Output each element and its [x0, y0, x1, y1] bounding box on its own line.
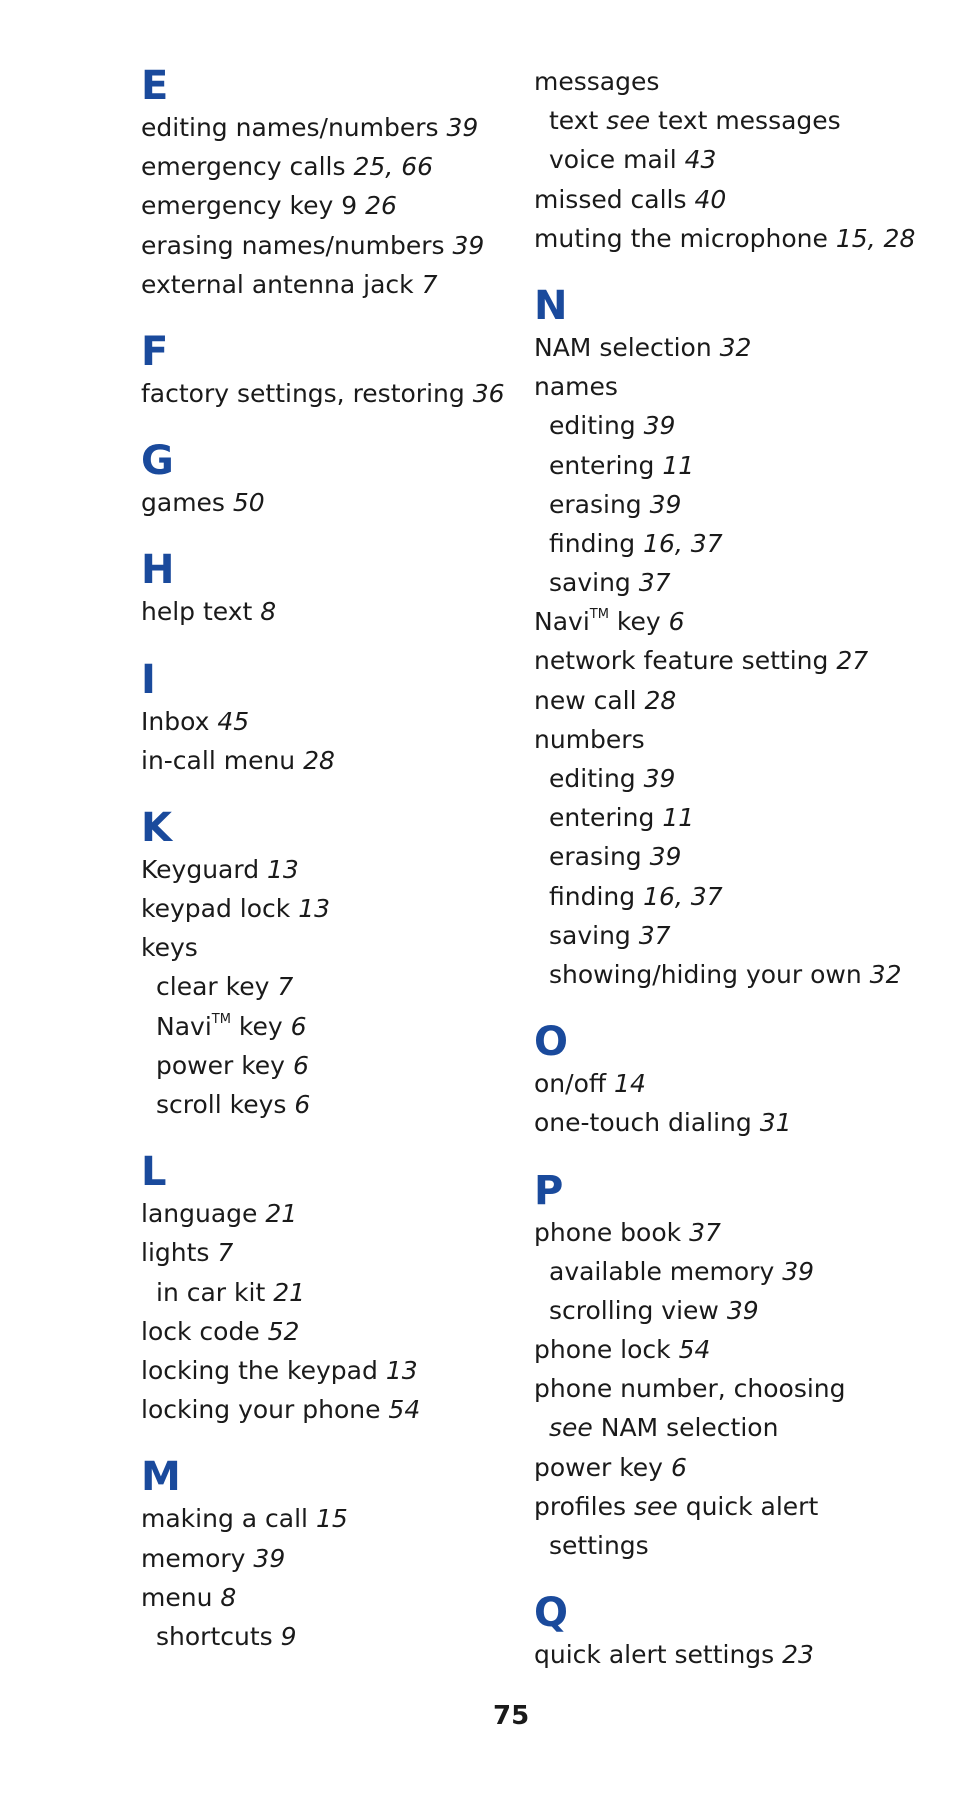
page-reference: 39 — [649, 489, 682, 519]
entry-term: phone number, choosing — [534, 1374, 846, 1404]
entry-term-continued: key — [230, 1011, 283, 1041]
index-entry — [534, 1330, 934, 1369]
entry-term: lock code — [141, 1316, 260, 1346]
page-reference: 54 — [678, 1335, 711, 1365]
index-entry — [141, 741, 521, 780]
page-reference: 36 — [472, 378, 505, 408]
entry-term: locking the keypad — [141, 1355, 378, 1385]
index-entry — [534, 720, 934, 759]
trademark-mark: TM — [211, 1011, 231, 1027]
index-entry — [534, 1213, 934, 1252]
index-group-continued — [534, 62, 934, 258]
index-entry — [141, 108, 521, 147]
index-entry — [534, 1487, 934, 1526]
entry-term: names — [534, 372, 618, 402]
entry-term: new call — [534, 685, 637, 715]
entry-term: scrolling view — [549, 1295, 719, 1325]
section-letter: Q — [534, 1590, 569, 1637]
index-entry — [141, 483, 521, 522]
entry-term: factory settings, restoring — [141, 378, 465, 408]
page-reference: 32 — [869, 959, 902, 989]
entry-term: finding — [549, 528, 636, 558]
page-reference: 6 — [668, 607, 685, 637]
entry-term: emergency calls — [141, 152, 346, 182]
page-reference: 32 — [719, 332, 752, 362]
index-subentry — [141, 1046, 521, 1085]
entry-term: Navi — [156, 1011, 212, 1041]
index-group-k — [141, 804, 521, 1124]
entry-term: voice mail — [549, 145, 677, 175]
page-reference: 21 — [265, 1199, 298, 1229]
index-subentry — [534, 446, 934, 485]
entry-term-continued: text messages — [650, 106, 841, 136]
index-entry — [141, 702, 521, 741]
index-group-n — [534, 282, 934, 994]
entry-term: Navi — [534, 607, 590, 637]
entry-term: finding — [549, 881, 636, 911]
index-group-f — [141, 328, 521, 413]
page-reference: 6 — [292, 1050, 309, 1080]
index-subentry — [534, 101, 934, 140]
entry-term: editing names/numbers — [141, 113, 439, 142]
index-entry — [141, 928, 521, 967]
trademark-mark: TM — [589, 607, 609, 623]
page-reference: 39 — [726, 1295, 759, 1325]
page-reference: 39 — [446, 113, 479, 142]
section-letter: H — [141, 547, 175, 594]
index-entry — [141, 889, 521, 928]
index-subentry — [534, 406, 934, 445]
index-subentry — [141, 1007, 521, 1046]
page-reference: 26 — [365, 191, 397, 221]
entry-term: menu — [141, 1582, 213, 1612]
index-entry — [534, 681, 934, 720]
entry-term: saving — [549, 568, 631, 598]
page-reference: 6 — [670, 1452, 687, 1482]
index-entry — [141, 592, 521, 631]
entry-term-continued: quick alert — [677, 1491, 819, 1521]
entry-term-continued: NAM selection — [592, 1413, 779, 1443]
page-reference: 11 — [662, 450, 695, 480]
entry-term: games — [141, 488, 225, 518]
section-letter: N — [534, 282, 568, 329]
index-group-q — [534, 1589, 934, 1674]
entry-term: external antenna jack — [141, 269, 414, 299]
entry-term: keypad lock — [141, 894, 291, 924]
page-reference: 13 — [385, 1355, 418, 1385]
entry-term: Keyguard — [141, 854, 260, 884]
page-reference: 28 — [303, 745, 335, 775]
index-subentry — [534, 916, 934, 955]
index-subentry — [141, 967, 521, 1006]
index-entry — [141, 850, 521, 889]
page-reference: 45 — [217, 706, 250, 736]
page-reference: 39 — [782, 1256, 815, 1286]
index-group-p — [534, 1167, 934, 1566]
entry-term: showing/hiding your own — [549, 959, 862, 989]
page-reference: 25, 66 — [353, 152, 434, 182]
section-letter: E — [141, 63, 169, 109]
index-entry — [141, 1539, 521, 1578]
page-reference: 37 — [638, 568, 671, 598]
entry-term-continued: key — [608, 607, 661, 637]
see-reference: see — [633, 1491, 678, 1521]
entry-term: lights — [141, 1238, 210, 1268]
index-group-l — [141, 1148, 521, 1429]
page-reference: 7 — [277, 972, 294, 1002]
page-reference: 28 — [644, 685, 677, 715]
entry-term: erasing names/numbers — [141, 230, 445, 260]
index-subentry — [534, 485, 934, 524]
index-subentry — [534, 1291, 934, 1330]
entry-term: text — [549, 106, 599, 136]
page-reference: 40 — [694, 184, 727, 214]
page-reference: 15 — [315, 1504, 348, 1534]
index-subentry — [534, 1408, 934, 1447]
entry-term: making a call — [141, 1504, 308, 1534]
page-reference: 39 — [649, 842, 682, 872]
entry-term: editing — [549, 411, 636, 441]
entry-term: keys — [141, 933, 198, 963]
index-entry — [141, 147, 521, 186]
page-reference: 43 — [684, 145, 717, 175]
index-entry — [141, 1390, 521, 1429]
section-letter: I — [141, 656, 156, 703]
entry-term: power key — [534, 1452, 663, 1482]
page-reference: 54 — [388, 1395, 421, 1425]
page-reference: 50 — [232, 488, 265, 518]
entry-term: phone lock — [534, 1335, 671, 1365]
section-letter: L — [141, 1149, 167, 1196]
page-reference: 21 — [273, 1277, 306, 1307]
index-entry — [534, 367, 934, 406]
index-subentry — [534, 563, 934, 602]
index-entry — [534, 219, 934, 258]
section-letter: K — [141, 804, 172, 851]
entry-term: missed calls — [534, 184, 687, 214]
index-group-e — [141, 62, 521, 304]
index-group-o — [534, 1018, 934, 1142]
index-entry — [141, 186, 521, 225]
entry-term: editing — [549, 764, 636, 793]
page-number-footer — [0, 1700, 954, 1736]
entry-term: power key — [156, 1050, 285, 1080]
entry-term: phone book — [534, 1217, 682, 1247]
index-entry — [534, 328, 934, 367]
entry-term: Inbox — [141, 706, 210, 736]
index-entry — [534, 180, 934, 219]
entry-term: scroll keys — [156, 1090, 287, 1119]
entry-term: numbers — [534, 724, 645, 754]
entry-term: memory — [141, 1543, 246, 1573]
index-column-right — [534, 62, 934, 1674]
entry-term: network feature setting — [534, 646, 829, 676]
index-entry — [534, 62, 934, 101]
page-reference: 7 — [421, 269, 438, 299]
entry-term: messages — [534, 67, 660, 96]
index-entry — [534, 1448, 934, 1487]
index-entry — [534, 1635, 934, 1674]
entry-term: clear key — [156, 972, 270, 1002]
page-reference: 6 — [290, 1011, 307, 1041]
index-entry — [141, 1578, 521, 1617]
page-reference: 37 — [638, 920, 671, 950]
index-entry — [534, 1369, 934, 1408]
section-letter: P — [534, 1167, 564, 1214]
page-reference: 31 — [759, 1108, 792, 1138]
entry-term: on/off — [534, 1069, 607, 1099]
index-group-g — [141, 437, 521, 522]
index-subentry — [534, 759, 934, 798]
page-reference: 39 — [253, 1543, 286, 1573]
index-group-h — [141, 546, 521, 631]
section-letter: M — [141, 1454, 181, 1501]
index-subentry — [141, 1085, 521, 1124]
page-reference: 39 — [452, 230, 485, 260]
page-reference: 14 — [614, 1069, 646, 1099]
index-entry — [141, 1233, 521, 1272]
entry-term: emergency key 9 — [141, 191, 358, 221]
index-group-m — [141, 1453, 521, 1656]
section-letter: F — [141, 328, 169, 375]
page-reference: 13 — [298, 894, 330, 924]
entry-term: profiles — [534, 1491, 626, 1521]
page-reference: 16, 37 — [643, 881, 723, 911]
index-subentry — [534, 140, 934, 179]
entry-term: help text — [141, 597, 253, 627]
index-entry — [534, 1103, 934, 1142]
entry-term: quick alert settings — [534, 1640, 775, 1670]
entry-term: in-call menu — [141, 745, 296, 775]
entry-term: entering — [549, 803, 655, 833]
entry-term: settings — [549, 1531, 649, 1560]
page-reference: 13 — [267, 854, 299, 884]
entry-term: saving — [549, 920, 631, 950]
index-subentry — [534, 877, 934, 916]
page-reference: 9 — [280, 1621, 297, 1651]
index-subentry — [534, 1526, 934, 1565]
index-subentry — [534, 955, 934, 994]
page-reference: 8 — [260, 597, 277, 627]
index-entry — [141, 1312, 521, 1351]
index-subentry — [534, 798, 934, 837]
page-reference: 6 — [294, 1090, 311, 1119]
index-entry — [534, 641, 934, 680]
index-entry — [141, 374, 521, 413]
entry-term: in car kit — [156, 1277, 266, 1307]
entry-term: erasing — [549, 489, 642, 519]
entry-term: muting the microphone — [534, 223, 828, 253]
see-reference: see — [606, 106, 651, 136]
index-subentry — [534, 1252, 934, 1291]
index-column-left — [141, 62, 521, 1656]
page-reference: 7 — [217, 1238, 234, 1268]
page-reference: 15, 28 — [835, 223, 916, 253]
page-reference: 16, 37 — [643, 528, 723, 558]
index-entry — [141, 226, 521, 265]
entry-term: erasing — [549, 842, 642, 872]
page-reference: 27 — [836, 646, 869, 676]
entry-term: one-touch dialing — [534, 1108, 752, 1138]
index-entry — [141, 1499, 521, 1538]
see-reference: see — [549, 1413, 593, 1443]
entry-term: NAM selection — [534, 332, 712, 362]
entry-term: shortcuts — [156, 1621, 273, 1651]
index-entry — [141, 265, 521, 304]
index-entry — [141, 1351, 521, 1390]
index-subentry — [141, 1273, 521, 1312]
page-reference: 37 — [689, 1217, 721, 1247]
index-entry — [141, 1194, 521, 1233]
index-group-i — [141, 656, 521, 780]
entry-term: language — [141, 1199, 258, 1229]
index-subentry — [534, 837, 934, 876]
page-reference: 52 — [267, 1316, 300, 1346]
page-reference: 23 — [782, 1640, 814, 1670]
section-letter: O — [534, 1019, 569, 1066]
entry-term: locking your phone — [141, 1395, 381, 1425]
page-reference: 39 — [643, 411, 676, 441]
index-subentry — [534, 524, 934, 563]
page-number: 75 — [493, 1701, 530, 1731]
entry-term: entering — [549, 450, 655, 480]
entry-term: available memory — [549, 1256, 775, 1286]
index-entry — [534, 602, 934, 641]
index-entry — [534, 1064, 934, 1103]
page-reference: 11 — [662, 803, 695, 833]
section-letter: G — [141, 438, 174, 485]
page-reference: 8 — [220, 1582, 237, 1612]
index-subentry — [141, 1617, 521, 1656]
page-reference: 39 — [643, 764, 676, 793]
